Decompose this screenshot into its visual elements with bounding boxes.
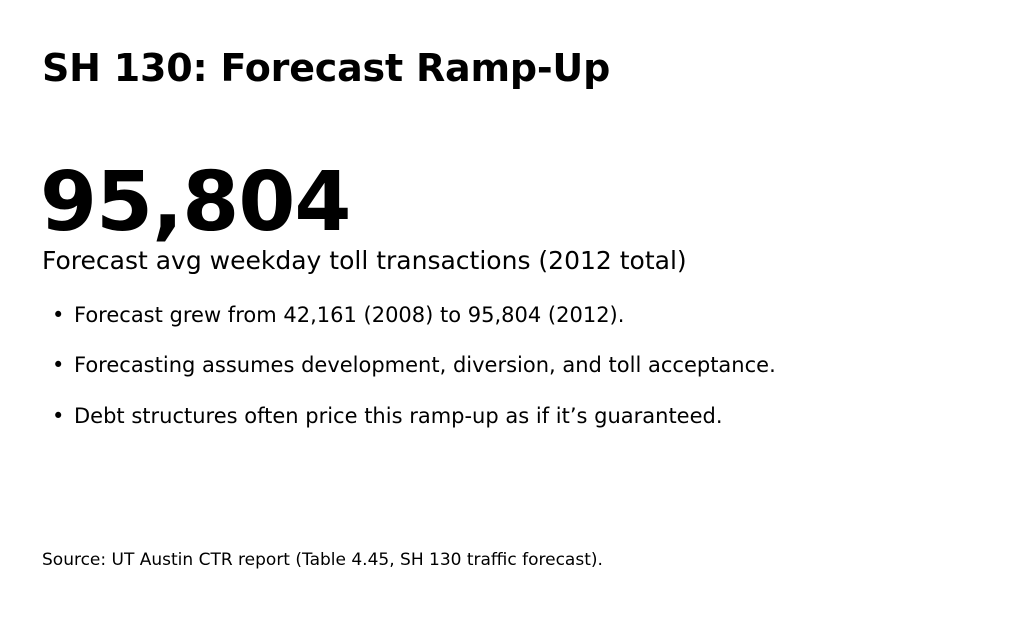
bullet-marker-icon: •	[52, 353, 65, 378]
source-note: Source: UT Austin CTR report (Table 4.45, SH 130 traffic forecast).	[42, 550, 603, 570]
list-item-label: Forecast grew from 42,161 (2008) to 95,804 (2012).	[74, 303, 625, 327]
bullet-marker-icon: •	[52, 403, 65, 428]
list-item	[52, 302, 952, 328]
list-item	[52, 403, 952, 429]
list-item	[52, 352, 952, 378]
list-item-label: Debt structures often price this ramp-up as if it’s guaranteed.	[74, 403, 723, 428]
bullet-list	[52, 302, 952, 453]
list-item-label: Forecasting assumes development, diversion, and toll acceptance.	[74, 353, 776, 378]
statistic-caption: Forecast avg weekday toll transactions (2012 total)	[42, 246, 687, 275]
headline-statistic: 95,804	[40, 155, 351, 250]
page-title: SH 130: Forecast Ramp-Up	[42, 46, 611, 90]
bullet-marker-icon: •	[52, 303, 65, 327]
